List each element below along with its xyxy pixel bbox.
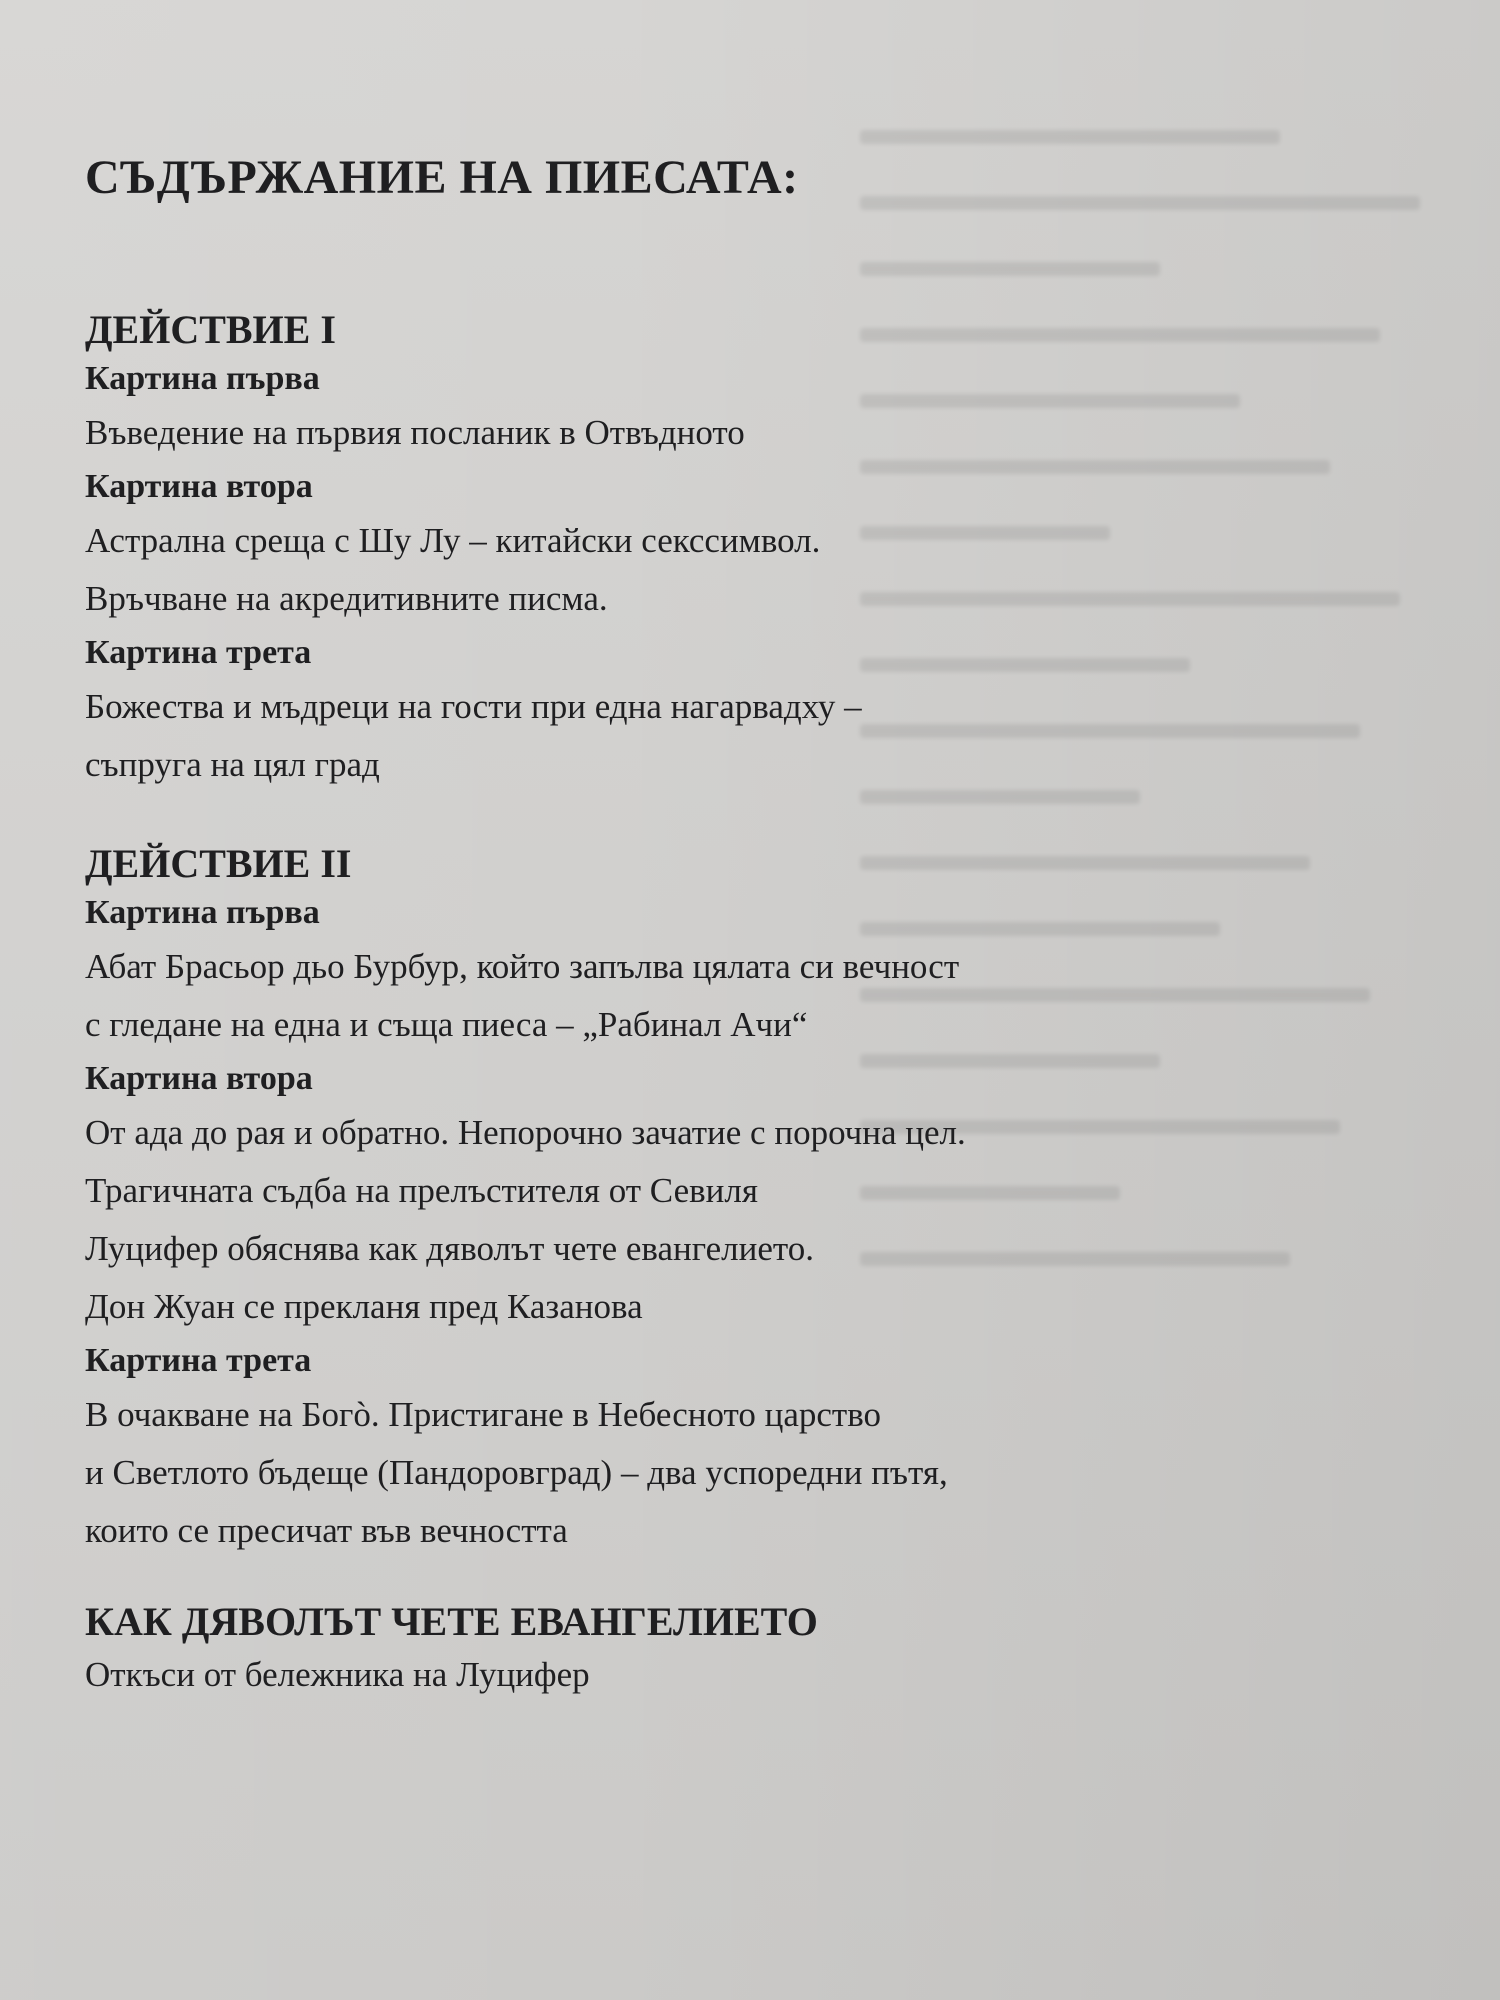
- scene-title: Картина първа: [85, 360, 320, 397]
- act-title: ДЕЙСТВИЕ II: [85, 841, 352, 886]
- scene-title: Картина втора: [85, 468, 313, 505]
- scene-description-line: От ада до рая и обратно. Непорочно зачатие с порочна цел.: [85, 1113, 966, 1152]
- scene-description-line: В очакване на Богò. Пристигане в Небесното царство: [85, 1395, 881, 1434]
- scene-description-line: които се пресичат във вечността: [85, 1511, 568, 1550]
- scene-description-line: Абат Брасьор дьо Бурбур, който запълва цялата си вечност: [85, 947, 960, 986]
- act-title: ДЕЙСТВИЕ I: [85, 307, 336, 352]
- scene-description-line: Луцифер обяснява как дяволът чете евангелието.: [85, 1229, 814, 1268]
- scene-description-line: Астрална среща с Шу Лу – китайски секссимвол.: [85, 521, 821, 560]
- scene-description-line: съпруга на цял град: [85, 745, 380, 784]
- appendix-subtitle: Откъси от бележника на Луцифер: [85, 1655, 590, 1694]
- scene-description-line: и Светлото бъдеще (Пандоровград) – два успоредни пътя,: [85, 1453, 948, 1492]
- scene-title: Картина трета: [85, 1342, 312, 1379]
- page-title: СЪДЪРЖАНИЕ НА ПИЕСАТА:: [85, 151, 799, 204]
- acts-list: [85, 306, 1385, 1560]
- scene-title: Картина втора: [85, 1060, 313, 1097]
- scene-title: Картина първа: [85, 894, 320, 931]
- scene-description-line: с гледане на една и съща пиеса – „Рабинал Ачи“: [85, 1005, 808, 1044]
- table-of-contents: [85, 150, 1385, 1704]
- scene-description-line: Въведение на първия посланик в Отвъдното: [85, 413, 745, 452]
- scene-title: Картина трета: [85, 634, 312, 671]
- appendix-title: КАК ДЯВОЛЪТ ЧЕТЕ ЕВАНГЕЛИЕТО: [85, 1599, 818, 1644]
- scene-description-line: Трагичната съдба на прелъстителя от Севиля: [85, 1171, 758, 1210]
- scene-description-line: Връчване на акредитивните писма.: [85, 579, 608, 618]
- scene-description-line: Божества и мъдреци на гости при една нагарвадху –: [85, 687, 862, 726]
- act-section: [85, 840, 1385, 1560]
- scene-description-line: Дон Жуан се прекланя пред Казанова: [85, 1287, 643, 1326]
- act-section: [85, 306, 1385, 794]
- appendix-section: [85, 1598, 1385, 1704]
